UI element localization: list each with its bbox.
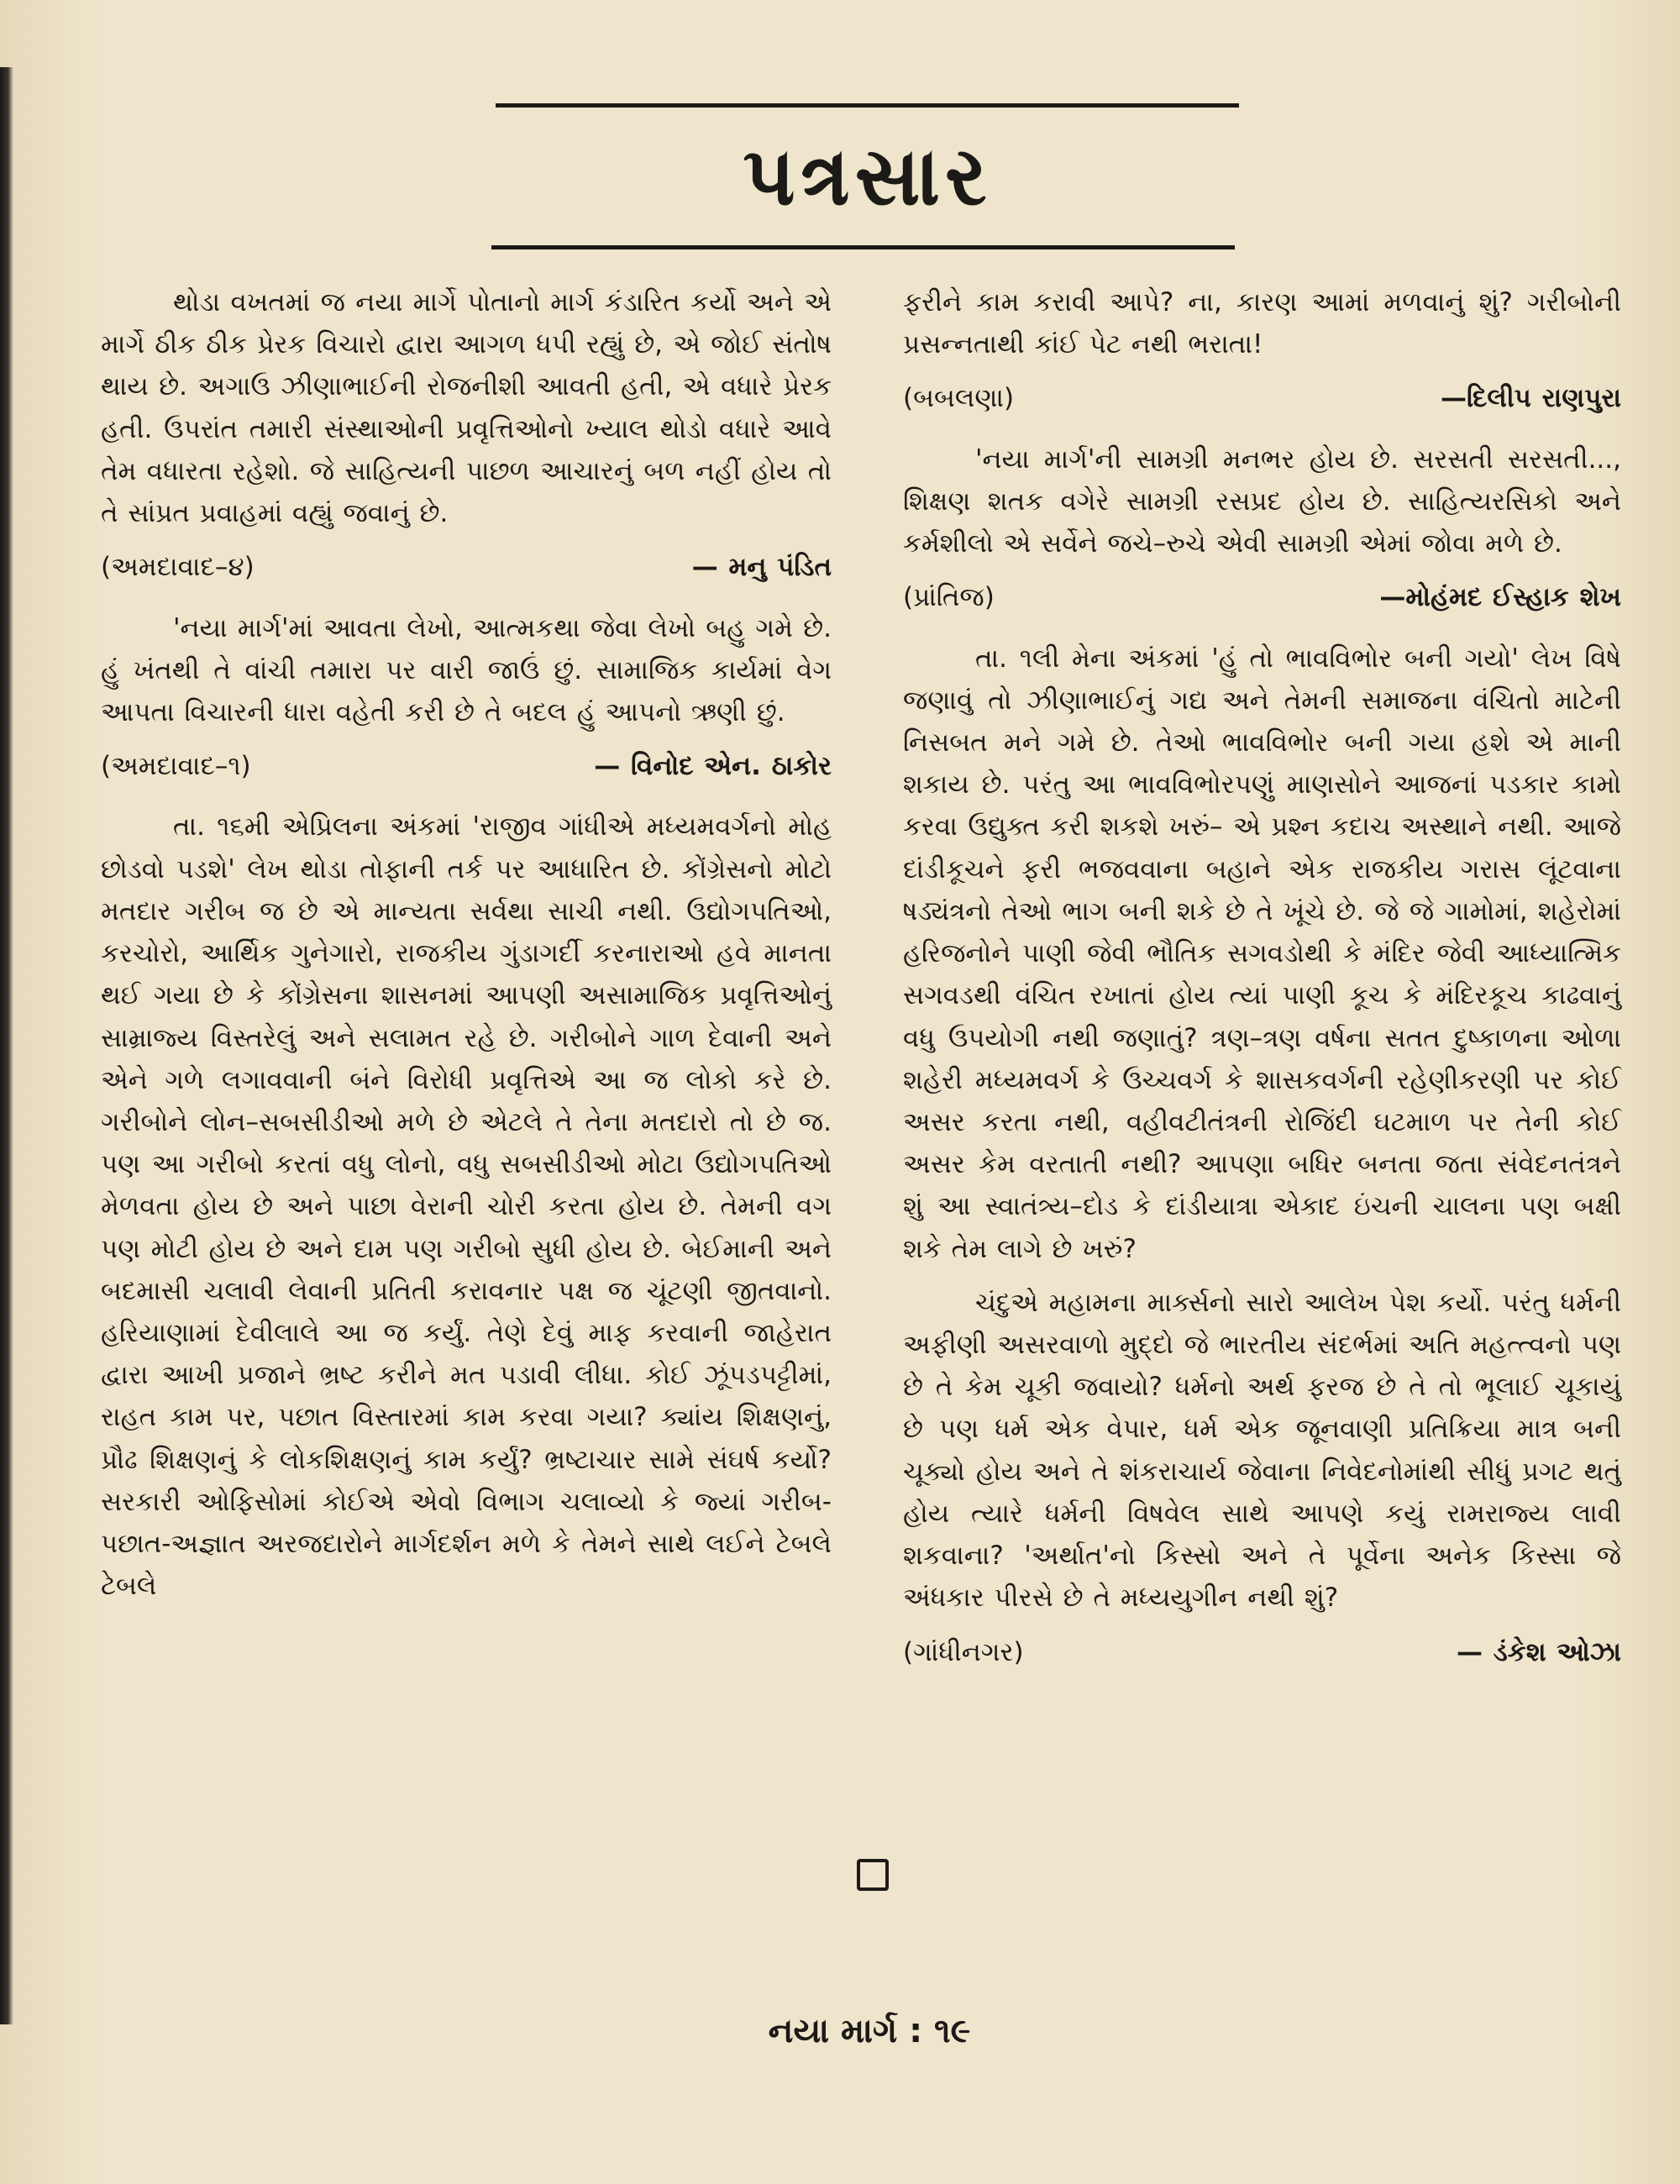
end-of-section-box-icon [857, 1859, 889, 1891]
left-column [101, 281, 832, 1620]
letter-4-signature [903, 576, 1621, 618]
letter-2-author: — વિનોદ એન. ઠાકોર [594, 751, 832, 782]
letter-3-signature [903, 377, 1621, 419]
letter-1-paragraph: થોડા વખતમાં જ નયા માર્ગે પોતાનો માર્ગ કંડારિત કર્યો અને એ માર્ગે ઠીક ઠીક પ્રેરક વિચારો દ્વારા આગળ ધપી રહ્યું છે, એ જોઈ સંતોષ થાય છે. અગાઉ ઝીણાભાઈની રોજનીશી આવતી હતી, એ વધારે પ્રેરક હતી. ઉપરાંત તમારી સંસ્થાઓની પ્રવૃત્તિઓનો ખ્યાલ થોડો વધારે આવે તેમ વધારતા રહેશો. જે સાહિત્યની પાછળ આચારનું બળ નહીં હોય તો તે સાંપ્રત પ્રવાહમાં વહ્યું જવાનું છે. [101, 287, 832, 529]
letter-3-paragraph-continued: ફરીને કામ કરાવી આપે? ના, કારણ આમાં મળવાનું શું? ગરીબોની પ્રસન્નતાથી કાંઈ પેટ નથી ભરાતા! [903, 287, 1621, 360]
letter-5-signature [903, 1631, 1621, 1673]
page-title: પત્રસાર [743, 129, 992, 223]
letter-2-place: (અમદાવાદ–૧) [101, 751, 251, 782]
letter-5-place: (ગાંધીનગર) [903, 1636, 1024, 1667]
letter-3-author: —દિલીપ રાણપુરા [1441, 383, 1621, 414]
letter-4-place: (પ્રાંતિજ) [903, 582, 995, 613]
letter-1-place: (અમદાવાદ–૪) [101, 552, 255, 583]
letter-1-signature [101, 546, 832, 588]
title-rule-top [496, 103, 1239, 108]
letter-5-author: — ડંકેશ ઓઝા [1457, 1636, 1621, 1667]
title-rule-bottom [491, 245, 1235, 249]
letter-5-paragraph: ચંદુએ મહામના માર્ક્સનો સારો આલેખ પેશ કર્યો. પરંતુ ધર્મની અફીણી અસરવાળો મુદ્દો જે ભારતીય સંદર્ભમાં અતિ મહત્ત્વનો પણ છે તે કેમ ચૂકી જવાયો? ધર્મનો અર્થ ફરજ છે તે તો ભૂલાઈ ચૂકાયું છે પણ ધર્મ એક વેપાર, ધર્મ એક જૂનવાણી પ્રતિક્રિયા માત્ર બની ચૂક્યો હોય અને તે શંકરાચાર્ય જેવાના નિવેદનોમાંથી સીધું પ્રગટ થતું હોય ત્યારે ધર્મની વિષવેલ સાથે આપણે કયું રામરાજ્ય લાવી શકવાના? 'અર્થાત'નો કિસ્સો અને તે પૂર્વેના અનેક કિસ્સા જે અંધકાર પીરસે છે તે મધ્યયુગીન નથી શું? [903, 1287, 1621, 1614]
page-footer: નયા માર્ગ : ૧૯ [768, 2012, 971, 2050]
letter-3-place: (બબલણા) [903, 383, 1015, 414]
page-binding-shadow [0, 67, 13, 2024]
letter-4-paragraph: 'નયા માર્ગ'ની સામગ્રી મનભર હોય છે. સરસતી સરસતી..., શિક્ષણ શતક વગેરે સામગ્રી રસપ્રદ હોય છે. સાહિત્યરસિકો અને કર્મશીલો એ સર્વેને જચે–રુચે એવી સામગ્રી એમાં જોવા મળે છે. [903, 444, 1621, 559]
letter-2-signature [101, 745, 832, 787]
right-column [903, 281, 1621, 1692]
letter-5-paragraph: તા. ૧લી મેના અંકમાં 'હું તો ભાવવિભોર બની ગયો' લેખ વિષે જણાવું તો ઝીણાભાઈનું ગદ્ય અને તેમની સમાજના વંચિતો માટેની નિસબત મને ગમે છે. તેઓ ભાવવિભોર બની ગયા હશે એ માની શકાય છે. પરંતુ આ ભાવવિભોરપણું માણસોને આજનાં પડકાર કામો કરવા ઉદ્યુક્ત કરી શકશે ખરું– એ પ્રશ્ન કદાચ અસ્થાને નથી. આજે દાંડીકૂચને ફરી ભજવવાના બહાને એક રાજકીય ગરાસ લૂંટવાના ષડ્યંત્રનો તેઓ ભાગ બની શકે છે તે ખૂંચે છે. જે જે ગામોમાં, શહેરોમાં હરિજનોને પાણી જેવી ભૌતિક સગવડોથી કે મંદિર જેવી આધ્યાત્મિક સગવડથી વંચિત રખાતાં હોય ત્યાં પાણી કૂચ કે મંદિરકૂચ કાઢવાનું વધુ ઉપયોગી નથી જણાતું? ત્રણ–ત્રણ વર્ષના સતત દુષ્કાળના ઓળા શહેરી મધ્યમવર્ગ કે ઉચ્ચવર્ગ કે શાસકવર્ગની રહેણીકરણી પર કોઈ અસર કરતા નથી, વહીવટીતંત્રની રોજિંદી ઘટમાળ પર તેની કોઈ અસર કેમ વરતાતી નથી? આપણા બધિર બનતા જતા સંવેદનતંત્રને શું આ સ્વાતંત્ર્ય–દોડ કે દાંડીયાત્રા એકાદ ઇંચની ચાલના પણ બક્ષી શકે તેમ લાગે છે ખરું? [903, 643, 1621, 1264]
letter-1-author: — મનુ પંડિત [691, 552, 832, 583]
letter-3-paragraph: તા. ૧૬મી એપ્રિલના અંકમાં 'રાજીવ ગાંધીએ મધ્યમવર્ગનો મોહ છોડવો પડશે' લેખ થોડા તોફાની તર્ક પર આધારિત છે. કોંગ્રેસનો મોટો મતદાર ગરીબ જ છે એ માન્યતા સર્વથા સાચી નથી. ઉદ્યોગપતિઓ, કરચોરો, આર્થિક ગુનેગારો, રાજકીય ગુંડાગર્દી કરનારાઓ હવે માનતા થઈ ગયા છે કે કોંગ્રેસના શાસનમાં આપણી અસામાજિક પ્રવૃત્તિઓનું સામ્રાજ્ય વિસ્તરેલું અને સલામત રહે છે. ગરીબોને ગાળ દેવાની અને એને ગળે લગાવવાની બંને વિરોધી પ્રવૃત્તિએ આ જ લોકો કરે છે. ગરીબોને લોન–સબસીડીઓ મળે છે એટલે તે તેના મતદારો તો છે જ. પણ આ ગરીબો કરતાં વધુ લોનો, વધુ સબસીડીઓ મોટા ઉદ્યોગપતિઓ મેળવતા હોય છે અને પાછા વેરાની ચોરી કરતા હોય છે. તેમની વગ પણ મોટી હોય છે અને દામ પણ ગરીબો સુધી હોય છે. બેઈમાની અને બદમાસી ચલાવી લેવાની પ્રતિતી કરાવનાર પક્ષ જ ચૂંટણી જીતવાનો. હરિયાણામાં દેવીલાલે આ જ કર્યું. તેણે દેવું માફ કરવાની જાહેરાત દ્વારા આખી પ્રજાને ભ્રષ્ટ કરીને મત પડાવી લીધા. કોઈ ઝૂંપડપટ્ટીમાં, રાહત કામ પર, પછાત વિસ્તારમાં કામ કરવા ગયા? ક્યાંય શિક્ષણનું, પ્રૌઢ શિક્ષણનું કે લોકશિક્ષણનું કામ કર્યું? ભ્રષ્ટાચાર સામે સંઘર્ષ કર્યો? સરકારી ઓફિસોમાં કોઈએ એવો વિભાગ ચલાવ્યો કે જ્યાં ગરીબ-પછાત-અજ્ઞાત અરજદારોને માર્ગદર્શન મળે કે તેમને સાથે લઈને ટેબલે ટેબલે [101, 811, 832, 1602]
letter-2-paragraph: 'નયા માર્ગ'માં આવતા લેખો, આત્મકથા જેવા લેખો બહુ ગમે છે. હું ખંતથી તે વાંચી તમારા પર વારી જાઉં છું. સામાજિક કાર્યમાં વેગ આપતા વિચારની ધારા વહેતી કરી છે તે બદલ હું આપનો ઋણી છું. [101, 612, 832, 727]
letter-4-author: —મોહંમદ ઈસ્હાક શેખ [1379, 582, 1621, 613]
